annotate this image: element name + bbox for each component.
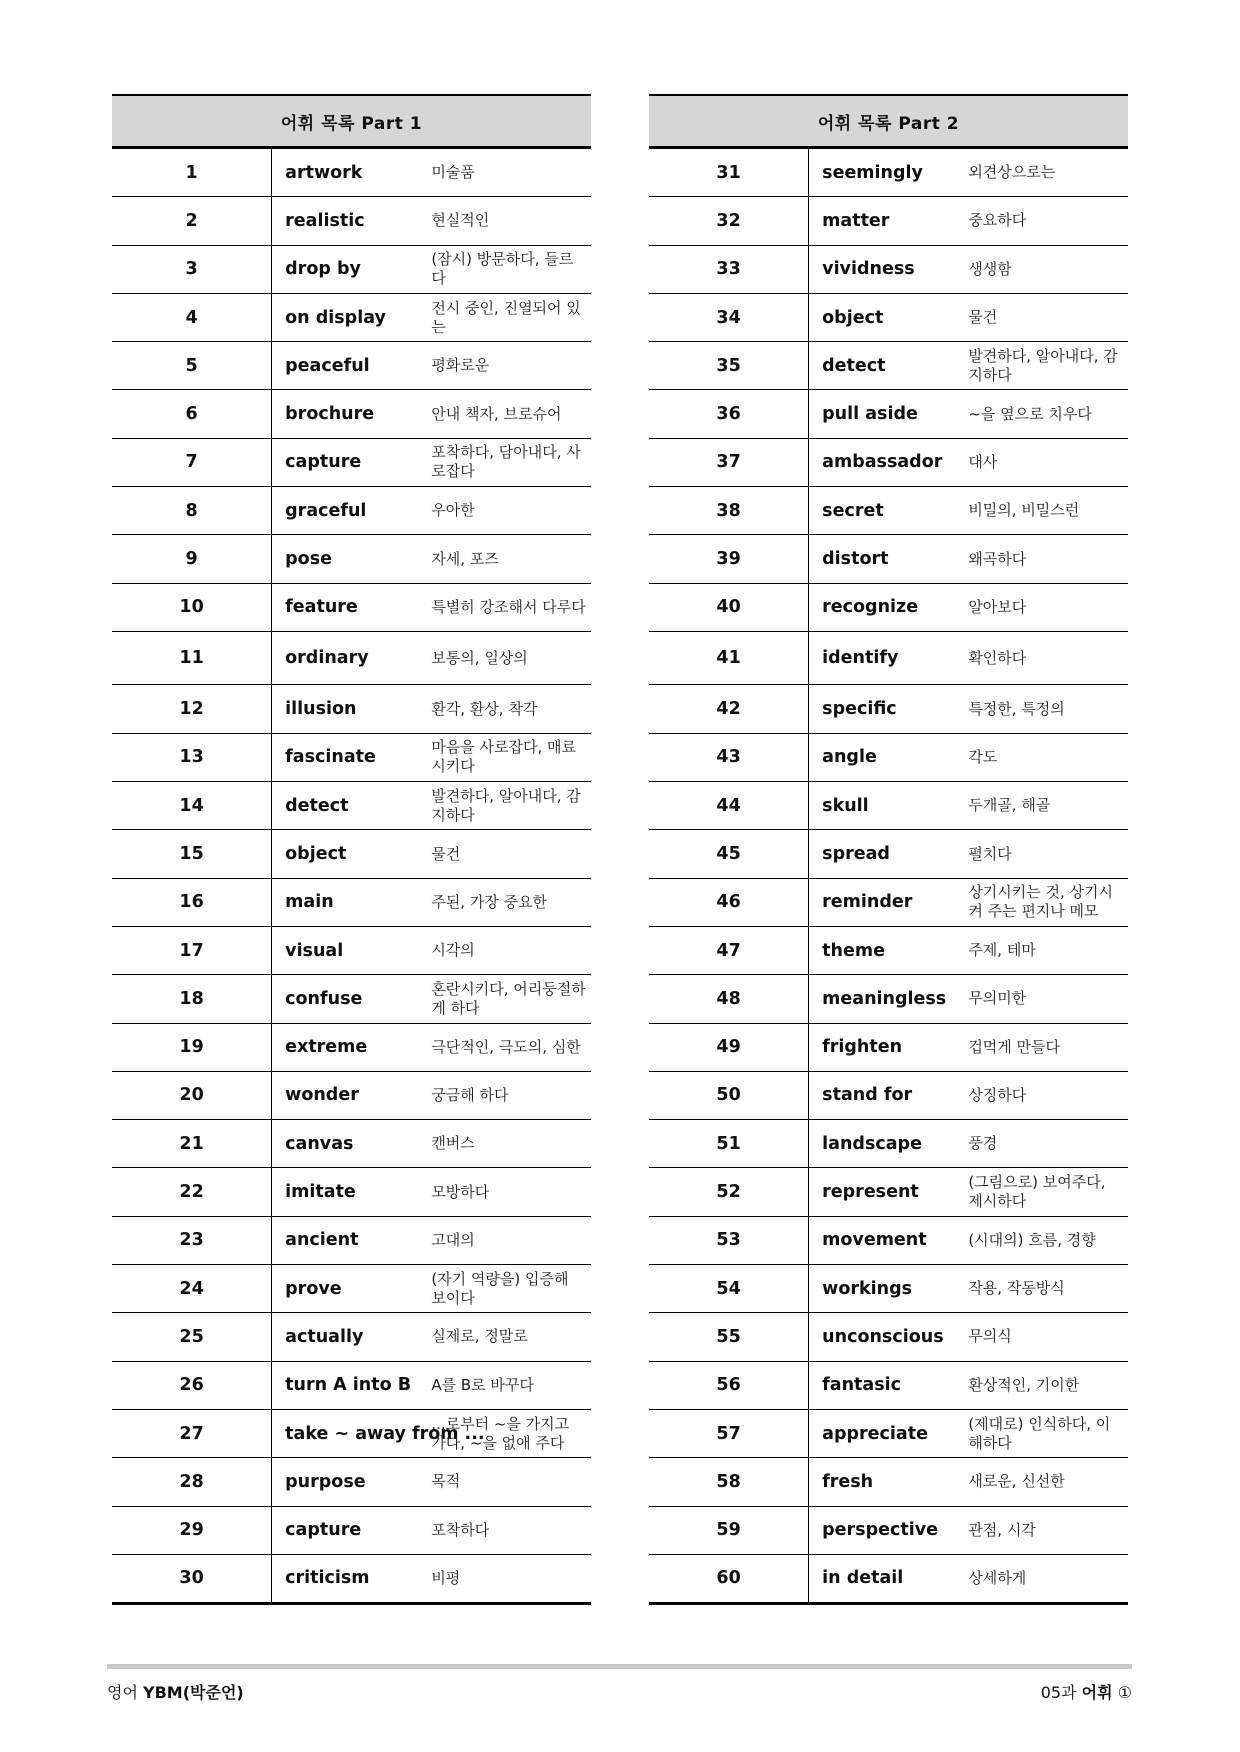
row-number: 5 [112,342,272,390]
vocab-meaning: 모방하다 [431,1168,591,1216]
row-number: 11 [112,631,272,685]
vocab-word: landscape [809,1120,969,1168]
row-number: 47 [649,926,809,974]
vocab-meaning: 시각의 [431,926,591,974]
footer-divider [107,1664,1132,1669]
vocab-meaning: 겁먹게 만들다 [968,1023,1128,1071]
row-number: 40 [649,583,809,631]
row-number: 13 [112,733,272,781]
row-number: 22 [112,1168,272,1216]
table-row [649,733,1128,781]
table-row [112,1071,591,1119]
row-number: 33 [649,245,809,293]
vocab-word: object [809,293,969,341]
table-row [649,1071,1128,1119]
table-row [649,487,1128,535]
row-number: 48 [649,975,809,1023]
table-row [649,782,1128,830]
table-row [649,1313,1128,1361]
vocab-meaning: 고대의 [431,1216,591,1264]
vocab-table-part1 [112,94,591,1605]
vocab-meaning: 미술품 [431,148,591,197]
table-row [112,878,591,926]
vocab-meaning: 특별히 강조해서 다루다 [431,583,591,631]
table-row [112,926,591,974]
vocab-word: stand for [809,1071,969,1119]
vocab-table-part2 [649,94,1128,1605]
row-number: 59 [649,1506,809,1554]
vocab-meaning: 확인하다 [968,631,1128,685]
vocab-meaning: 대사 [968,438,1128,486]
row-number: 9 [112,535,272,583]
table-row [112,197,591,245]
table-row [112,830,591,878]
vocab-word: graceful [272,487,432,535]
vocab-meaning: 캔버스 [431,1120,591,1168]
table-row [649,1023,1128,1071]
row-number: 36 [649,390,809,438]
vocab-word: object [272,830,432,878]
vocab-meaning: 새로운, 신선한 [968,1458,1128,1506]
table-row [112,438,591,486]
row-number: 15 [112,830,272,878]
vocab-meaning: 상세하게 [968,1554,1128,1603]
vocab-word: realistic [272,197,432,245]
row-number: 7 [112,438,272,486]
vocab-meaning: 풍경 [968,1120,1128,1168]
vocab-word: detect [272,782,432,830]
table-row [112,1506,591,1554]
row-number: 43 [649,733,809,781]
vocab-word: purpose [272,1458,432,1506]
vocab-word: visual [272,926,432,974]
row-number: 54 [649,1265,809,1313]
vocab-meaning: 물건 [431,830,591,878]
row-number: 10 [112,583,272,631]
row-number: 25 [112,1313,272,1361]
vocab-word: pose [272,535,432,583]
vocab-meaning: 전시 중인, 진열되어 있는 [431,293,591,341]
row-number: 26 [112,1361,272,1409]
vocab-word: peaceful [272,342,432,390]
row-number: 24 [112,1265,272,1313]
row-number: 20 [112,1071,272,1119]
table-row [649,245,1128,293]
table-row [649,878,1128,926]
vocab-meaning: (제대로) 인식하다, 이해하다 [968,1409,1128,1457]
vocab-word: prove [272,1265,432,1313]
vocab-meaning: (그림으로) 보여주다, 제시하다 [968,1168,1128,1216]
table-row [649,583,1128,631]
table-row [112,390,591,438]
table-row [649,293,1128,341]
row-number: 37 [649,438,809,486]
table-row [649,1458,1128,1506]
vocab-word: drop by [272,245,432,293]
vocab-meaning: 극단적인, 극도의, 심한 [431,1023,591,1071]
vocab-meaning: ~을 옆으로 치우다 [968,390,1128,438]
vocab-word: feature [272,583,432,631]
vocab-meaning: 알아보다 [968,583,1128,631]
vocab-word: ancient [272,1216,432,1264]
vocab-meaning: 관점, 시각 [968,1506,1128,1554]
table-row [112,1023,591,1071]
vocab-word: on display [272,293,432,341]
row-number: 57 [649,1409,809,1457]
vocab-word: criticism [272,1554,432,1603]
row-number: 60 [649,1554,809,1603]
vocab-word: brochure [272,390,432,438]
table-row [112,631,591,685]
table-row [112,293,591,341]
row-number: 16 [112,878,272,926]
vocab-meaning: 각도 [968,733,1128,781]
row-number: 39 [649,535,809,583]
vocab-meaning: 주제, 테마 [968,926,1128,974]
table-row [649,1409,1128,1457]
table-row [649,685,1128,733]
row-number: 12 [112,685,272,733]
table-row [649,535,1128,583]
row-number: 58 [649,1458,809,1506]
table-row [649,1361,1128,1409]
vocab-meaning: 현실적인 [431,197,591,245]
vocab-word: specific [809,685,969,733]
row-number: 46 [649,878,809,926]
vocab-word: movement [809,1216,969,1264]
table-row [112,535,591,583]
vocab-meaning: 비밀의, 비밀스런 [968,487,1128,535]
table-row [649,975,1128,1023]
table-row [112,1168,591,1216]
row-number: 17 [112,926,272,974]
row-number: 6 [112,390,272,438]
vocab-meaning: 안내 책자, 브로슈어 [431,390,591,438]
vocab-word: capture [272,1506,432,1554]
row-number: 31 [649,148,809,197]
vocab-word: in detail [809,1554,969,1603]
vocab-meaning: 환상적인, 기이한 [968,1361,1128,1409]
vocab-word: canvas [272,1120,432,1168]
vocab-meaning: ...로부터 ~을 가지고 가다, ~을 없애 주다 [431,1409,591,1457]
vocab-meaning: 우아한 [431,487,591,535]
vocab-meaning: 마음을 사로잡다, 매료시키다 [431,733,591,781]
row-number: 49 [649,1023,809,1071]
table-row [112,583,591,631]
table-row [112,1554,591,1603]
vocab-word: skull [809,782,969,830]
row-number: 55 [649,1313,809,1361]
table-row [112,1265,591,1313]
table-row [649,1120,1128,1168]
table-row [112,342,591,390]
row-number: 19 [112,1023,272,1071]
vocab-word: appreciate [809,1409,969,1457]
vocab-meaning: 무의미한 [968,975,1128,1023]
vocab-meaning: 외견상으로는 [968,148,1128,197]
vocab-word: unconscious [809,1313,969,1361]
table-row [112,1361,591,1409]
vocab-word: ordinary [272,631,432,685]
footer-lesson-topic: 어휘 [1081,1683,1113,1702]
vocab-word: frighten [809,1023,969,1071]
vocab-word: confuse [272,975,432,1023]
table-row [112,1313,591,1361]
vocab-meaning: 상징하다 [968,1071,1128,1119]
vocab-word: pull aside [809,390,969,438]
table-row [649,631,1128,685]
row-number: 18 [112,975,272,1023]
vocab-word: illusion [272,685,432,733]
table-body [112,148,591,1604]
table-row [112,1409,591,1457]
row-number: 45 [649,830,809,878]
row-number: 44 [649,782,809,830]
row-number: 3 [112,245,272,293]
vocab-meaning: 물건 [968,293,1128,341]
footer-lesson-number: 05과 [1040,1683,1077,1702]
row-number: 21 [112,1120,272,1168]
vocab-word: take ~ away from ... [272,1409,432,1457]
vocab-word: meaningless [809,975,969,1023]
table-row [649,342,1128,390]
vocab-meaning: 자세, 포즈 [431,535,591,583]
vocab-meaning: 작용, 작동방식 [968,1265,1128,1313]
vocab-word: imitate [272,1168,432,1216]
table-body [649,148,1128,1604]
vocab-word: workings [809,1265,969,1313]
row-number: 2 [112,197,272,245]
vocab-meaning: 포착하다 [431,1506,591,1554]
table-row [649,148,1128,197]
table-row [649,1216,1128,1264]
row-number: 52 [649,1168,809,1216]
row-number: 1 [112,148,272,197]
row-number: 42 [649,685,809,733]
vocab-meaning: 중요하다 [968,197,1128,245]
vocab-word: fresh [809,1458,969,1506]
vocab-meaning: 생생함 [968,245,1128,293]
vocab-meaning: 상기시키는 것, 상기시켜 주는 편지나 메모 [968,878,1128,926]
table-title: 어휘 목록 Part 2 [649,95,1128,148]
vocab-word: fantasic [809,1361,969,1409]
footer-publisher [107,1680,244,1703]
row-number: 30 [112,1554,272,1603]
vocab-word: represent [809,1168,969,1216]
table-row [112,1216,591,1264]
vocab-meaning: 왜곡하다 [968,535,1128,583]
vocab-meaning: (잠시) 방문하다, 들르다 [431,245,591,293]
table-row [112,245,591,293]
row-number: 50 [649,1071,809,1119]
table-row [649,926,1128,974]
vocab-word: recognize [809,583,969,631]
vocab-word: seemingly [809,148,969,197]
footer-lesson [1041,1680,1132,1703]
row-number: 28 [112,1458,272,1506]
vocab-meaning: 펼치다 [968,830,1128,878]
table-row [112,975,591,1023]
row-number: 8 [112,487,272,535]
vocab-word: distort [809,535,969,583]
table-row [112,1120,591,1168]
vocab-meaning: 주된, 가장 중요한 [431,878,591,926]
row-number: 35 [649,342,809,390]
table-row [649,390,1128,438]
vocab-word: actually [272,1313,432,1361]
table-row [649,438,1128,486]
vocab-meaning: (시대의) 흐름, 경향 [968,1216,1128,1264]
table-row [649,197,1128,245]
vocab-meaning: (자기 역량을) 입증해 보이다 [431,1265,591,1313]
vocab-word: perspective [809,1506,969,1554]
vocab-word: angle [809,733,969,781]
table-row [112,148,591,197]
vocab-word: identify [809,631,969,685]
table-row [112,487,591,535]
row-number: 27 [112,1409,272,1457]
vocab-meaning: 목적 [431,1458,591,1506]
vocab-word: extreme [272,1023,432,1071]
table-row [649,1554,1128,1603]
vocab-meaning: 환각, 환상, 착각 [431,685,591,733]
vocab-word: ambassador [809,438,969,486]
footer-author: YBM(박준언) [143,1683,244,1702]
vocab-meaning: 발견하다, 알아내다, 감지하다 [431,782,591,830]
row-number: 53 [649,1216,809,1264]
vocab-word: turn A into B [272,1361,432,1409]
vocab-word: fascinate [272,733,432,781]
row-number: 32 [649,197,809,245]
vocab-word: detect [809,342,969,390]
vocab-word: main [272,878,432,926]
row-number: 41 [649,631,809,685]
vocab-word: artwork [272,148,432,197]
table-row [112,1458,591,1506]
vocab-word: capture [272,438,432,486]
vocab-word: reminder [809,878,969,926]
vocab-word: vividness [809,245,969,293]
vocab-meaning: 혼란시키다, 어리둥절하게 하다 [431,975,591,1023]
vocab-meaning: 보통의, 일상의 [431,631,591,685]
table-row [112,733,591,781]
row-number: 51 [649,1120,809,1168]
row-number: 14 [112,782,272,830]
vocab-word: wonder [272,1071,432,1119]
footer-page-number: ① [1117,1683,1132,1702]
table-row [649,1168,1128,1216]
row-number: 29 [112,1506,272,1554]
row-number: 38 [649,487,809,535]
table-title: 어휘 목록 Part 1 [112,95,591,148]
table-row [112,782,591,830]
row-number: 23 [112,1216,272,1264]
vocab-word: spread [809,830,969,878]
table-row [649,1265,1128,1313]
vocab-meaning: 발견하다, 알아내다, 감지하다 [968,342,1128,390]
vocab-meaning: 두개골, 해골 [968,782,1128,830]
row-number: 56 [649,1361,809,1409]
vocab-word: secret [809,487,969,535]
vocab-meaning: 평화로운 [431,342,591,390]
vocab-meaning: 궁금해 하다 [431,1071,591,1119]
table-row [649,830,1128,878]
table-row [112,685,591,733]
row-number: 4 [112,293,272,341]
vocab-meaning: 실제로, 정말로 [431,1313,591,1361]
vocab-meaning: 무의식 [968,1313,1128,1361]
row-number: 34 [649,293,809,341]
vocab-meaning: A를 B로 바꾸다 [431,1361,591,1409]
vocab-word: matter [809,197,969,245]
vocab-meaning: 비평 [431,1554,591,1603]
footer-subject: 영어 [107,1683,138,1702]
table-row [649,1506,1128,1554]
vocab-meaning: 특정한, 특정의 [968,685,1128,733]
vocab-meaning: 포착하다, 담아내다, 사로잡다 [431,438,591,486]
vocab-word: theme [809,926,969,974]
